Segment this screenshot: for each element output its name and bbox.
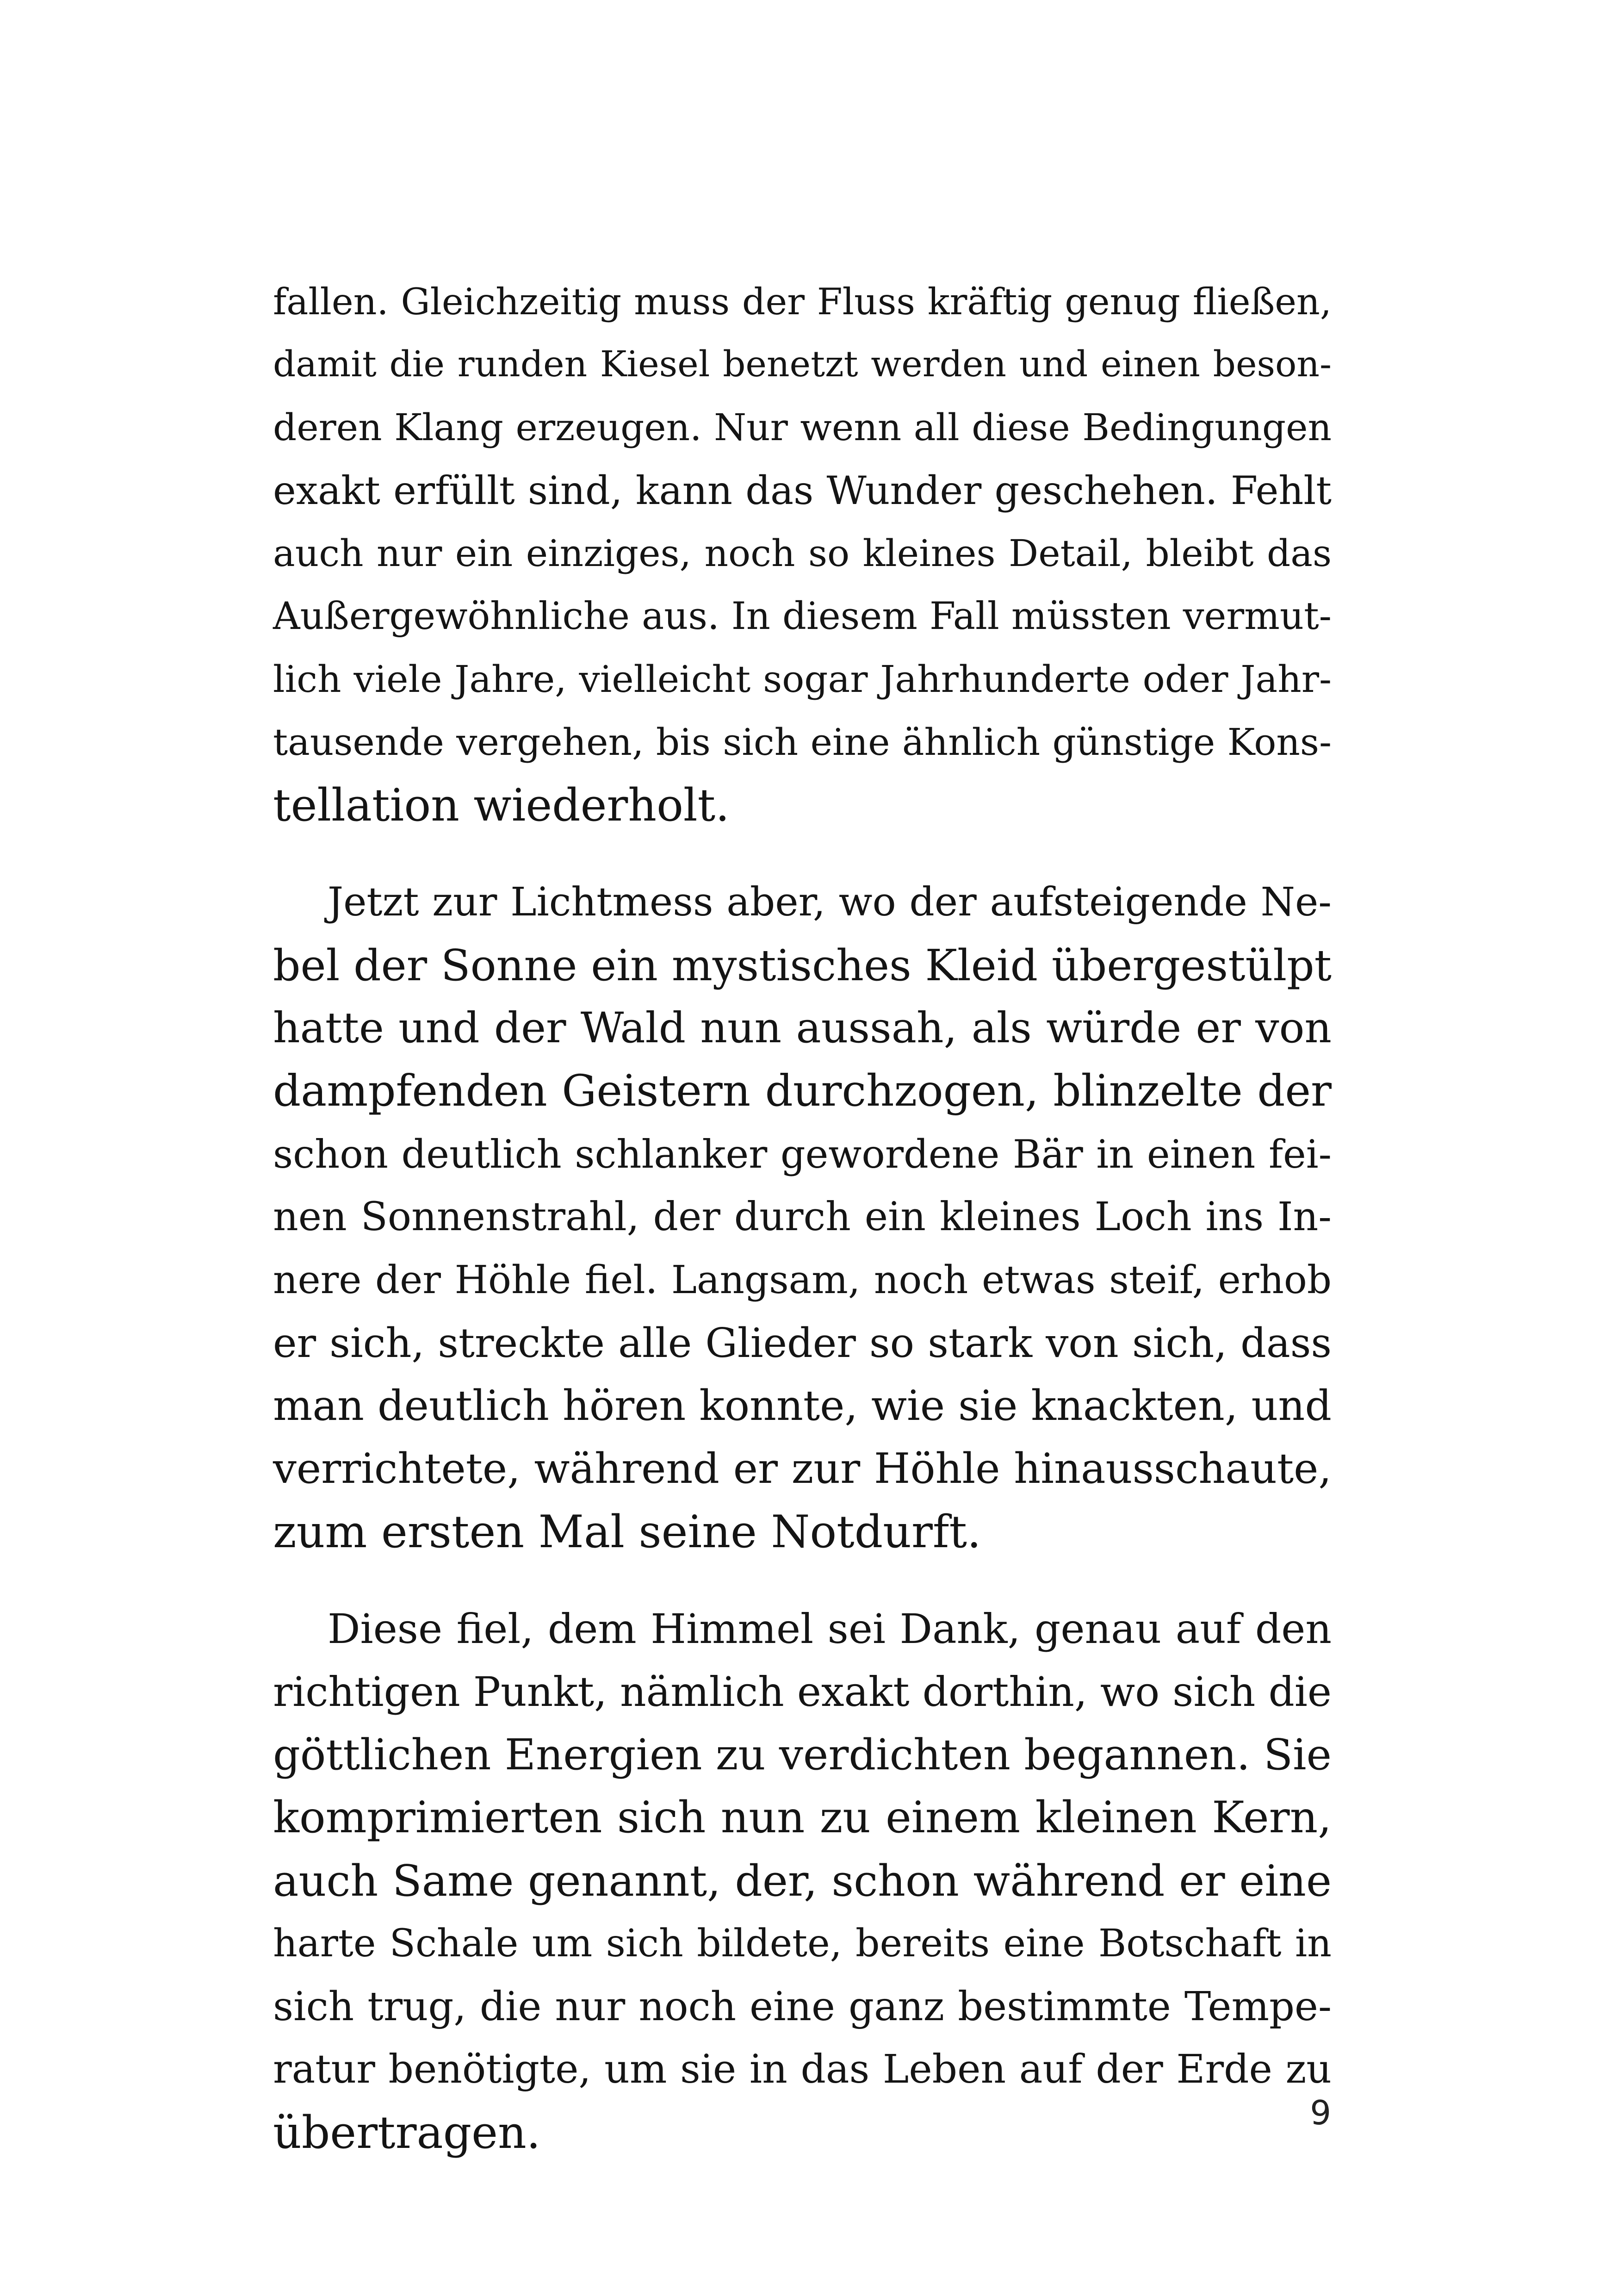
text-line: tausende vergehen, bis sich eine ähnlich günstige Kons-: [273, 721, 1332, 764]
text-line: tellation wiederholt.: [273, 779, 730, 831]
text-line: nere der Höhle fiel. Langsam, noch etwas steif, erhob: [273, 1257, 1332, 1302]
page-number: 9: [1310, 2093, 1331, 2132]
paragraph-3: [273, 1598, 1332, 2164]
text-line: schon deutlich schlanker gewordene Bär in einen fei-: [273, 1132, 1332, 1177]
text-line: zum ersten Mal seine Notdurft.: [273, 1506, 981, 1558]
text-line: exakt erfüllt sind, kann das Wunder geschehen. Fehlt: [273, 468, 1332, 513]
text-line: dampfenden Geistern durchzogen, blinzelte der: [273, 1066, 1332, 1116]
text-line: hatte und der Wald nun aussah, als würde er von: [273, 1004, 1332, 1052]
text-line: sich trug, die nur noch eine ganz bestimmte Tempe-: [273, 1984, 1332, 2030]
text-line: ratur benötigte, um sie in das Leben auf der Erde zu: [273, 2047, 1332, 2092]
text-line: harte Schale um sich bildete, bereits eine Botschaft in: [273, 1922, 1332, 1966]
text-line: auch nur ein einziges, noch so kleines Detail, bleibt das: [273, 532, 1332, 575]
text-line: nen Sonnenstrahl, der durch ein kleines Loch ins In-: [273, 1194, 1332, 1240]
paragraph-gap: [273, 1563, 1332, 1598]
text-line: damit die runden Kiesel benetzt werden und einen beson-: [273, 344, 1332, 385]
text-line: man deutlich hören konnte, wie sie knackten, und: [273, 1381, 1332, 1430]
paragraph-gap: [273, 837, 1332, 871]
text-line: bel der Sonne ein mystisches Kleid übergestülpt: [273, 940, 1332, 990]
text-line: lich viele Jahre, vielleicht sogar Jahrhunderte oder Jahr-: [273, 658, 1332, 701]
text-line: Diese fiel, dem Himmel sei Dank, genau auf den: [328, 1605, 1332, 1653]
text-line: Außergewöhnliche aus. In diesem Fall müssten vermut-: [273, 595, 1332, 638]
paragraph-1: [273, 270, 1332, 837]
text-line: deren Klang erzeugen. Nur wenn all diese Bedingungen: [273, 406, 1332, 449]
text-line: verrichtete, während er zur Höhle hinausschaute,: [273, 1444, 1332, 1493]
text-line: übertragen.: [273, 2107, 541, 2159]
text-line: fallen. Gleichzeitig muss der Fluss kräftig genug fließen,: [273, 280, 1332, 323]
text-line: er sich, streckte alle Glieder so stark von sich, dass: [273, 1319, 1332, 1367]
text-line: auch Same genannt, der, schon während er eine: [273, 1856, 1332, 1906]
text-line: göttlichen Energien zu verdichten begannen. Sie: [273, 1730, 1332, 1780]
text-line: komprimierten sich nun zu einem kleinen Kern,: [273, 1792, 1332, 1843]
text-line: richtigen Punkt, nämlich exakt dorthin, wo sich die: [273, 1668, 1332, 1716]
text-line: Jetzt zur Lichtmess aber, wo der aufsteigende Ne-: [328, 879, 1332, 925]
paragraph-2: [273, 871, 1332, 1563]
body-text: [273, 270, 1332, 2164]
